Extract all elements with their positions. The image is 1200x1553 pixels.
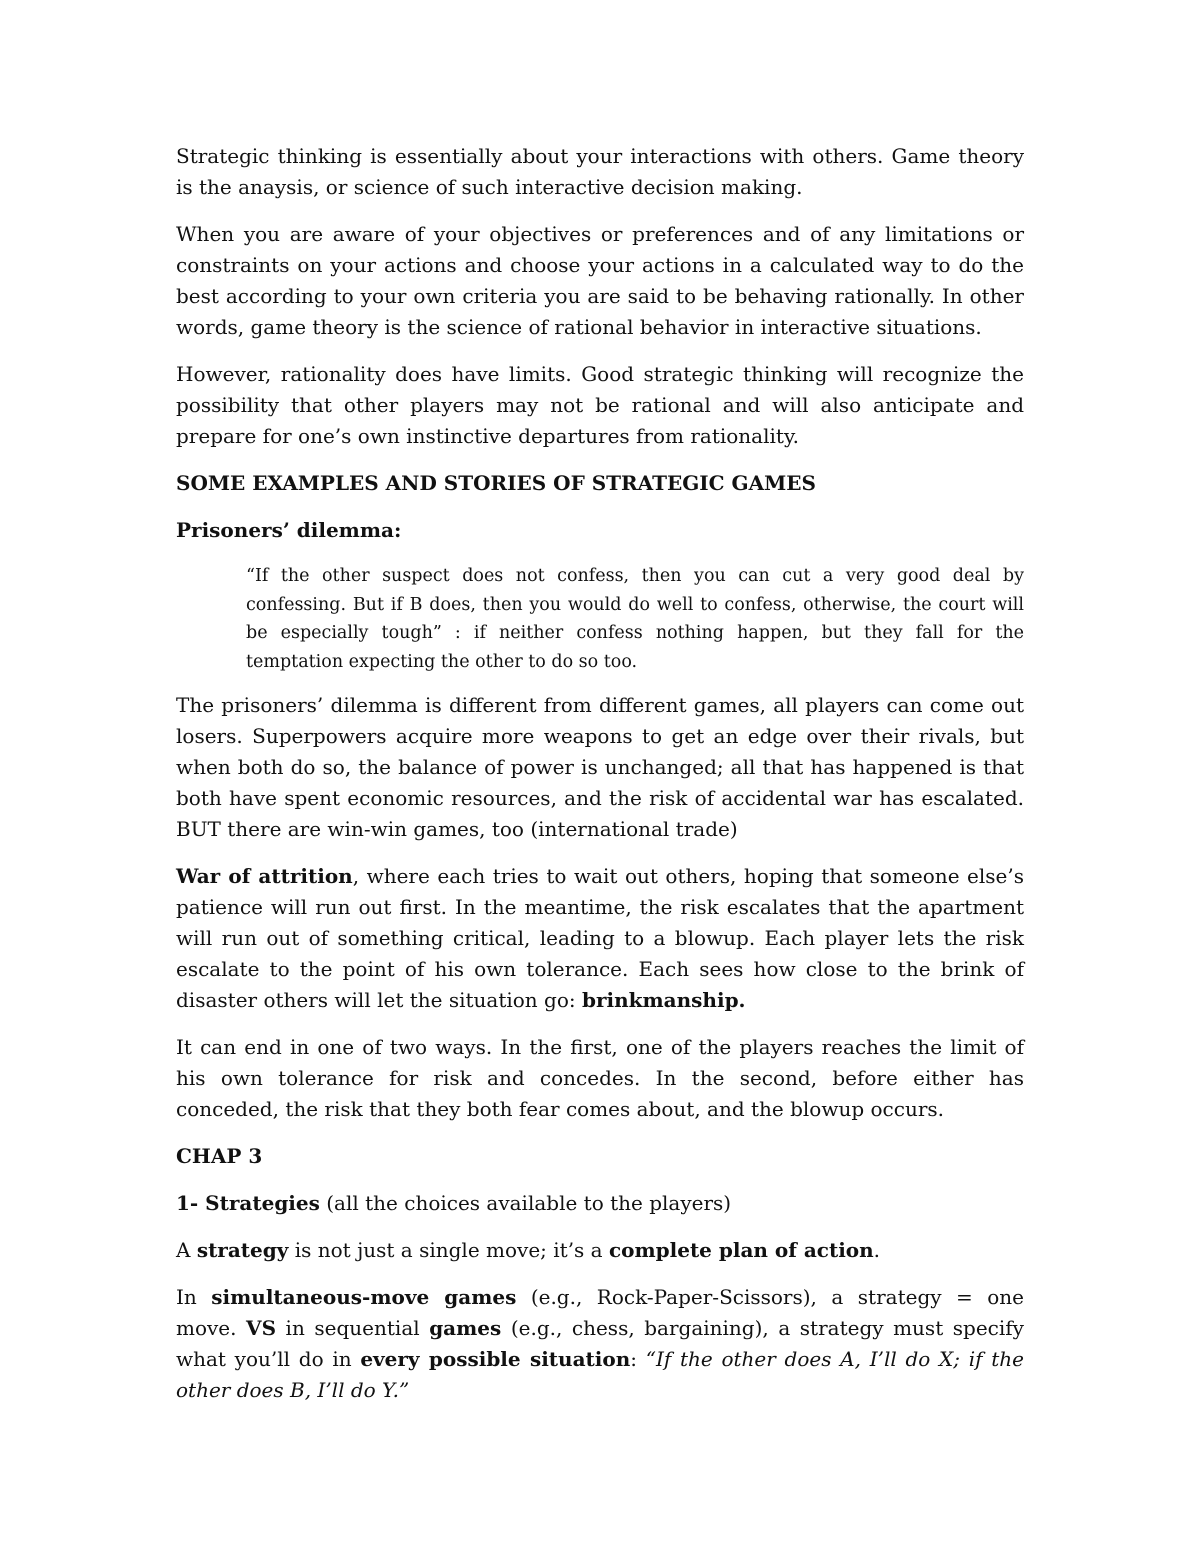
heading-examples: SOME EXAMPLES AND STORIES OF STRATEGIC GAMES: [176, 471, 816, 495]
paragraph-strategies: [176, 1188, 1024, 1219]
example-quote: “If the other does A, I’ll do X; if the other does B, I’ll do Y.”: [176, 1347, 1024, 1402]
text-run: A: [176, 1238, 197, 1262]
text-run: (e.g., chess, bargaining), a strategy must specify what you’ll do in: [176, 1316, 1024, 1371]
document-body: [176, 141, 1024, 1422]
term-complete-plan: complete plan of action: [608, 1238, 874, 1262]
term-strategies: 1- Strategies: [176, 1191, 320, 1215]
strategies-text: (all the choices available to the players): [319, 1191, 732, 1215]
paragraph-limits: However, rationality does have limits. Good strategic thinking will recognize the possibility that other players may not be rational and will also anticipate and prepare for one’s own instinctive departures from rationality.: [176, 362, 1024, 448]
heading-chap-3: CHAP 3: [176, 1144, 263, 1168]
term-simultaneous-move-games: simultaneous-move games: [211, 1285, 517, 1309]
paragraph-rationality: When you are aware of your objectives or preferences and of any limitations or constraints on your actions and choose your actions in a calculated way to do the best according to your own criteria you are said to be behaving rationally. In other words, game theory is the science of rational behavior in interactive situations.: [176, 222, 1024, 339]
war-of-attrition-text: , where each tries to wait out others, hoping that someone else’s patience will run out first. In the meantime, the risk escalates that the apartment will run out of something critical, leading to a blowup. Each player lets the risk escalate to the point of his own tolerance. Each sees how close to the brink of disaster others will let the situation go:: [176, 864, 1025, 1012]
paragraph-endings: It can end in one of two ways. In the first, one of the players reaches the limit of his own tolerance for risk and concedes. In the second, before either has conceded, the risk that they both fear comes about, and the blowup occurs.: [176, 1035, 1024, 1121]
text-run: in sequential: [276, 1316, 430, 1340]
term-strategy: strategy: [196, 1238, 289, 1262]
paragraph-intro: Strategic thinking is essentially about your interactions with others. Game theory is the anaysis, or science of such interactive decision making.: [176, 144, 1024, 199]
block-quote: “If the other suspect does not confess, then you can cut a very good deal by confessing. But if B does, then you would do well to confess, otherwise, the court will be especially tough” : if neither confess nothing happen, but they fall for the temptation expecting the other to do so too.: [246, 566, 1024, 672]
text-run: .: [873, 1238, 881, 1262]
text-run: In: [176, 1285, 212, 1309]
text-run: is not just a single move; it’s a: [288, 1238, 609, 1262]
text-run: :: [630, 1347, 646, 1371]
term-war-of-attrition: War of attrition: [176, 864, 353, 888]
paragraph-simultaneous-vs-sequential: [176, 1282, 1024, 1406]
paragraph-strategy-definition: [176, 1235, 1024, 1266]
term-brinkmanship: brinkmanship.: [581, 988, 746, 1012]
paragraph-war-of-attrition: [176, 861, 1024, 1016]
term-every-possible-situation: every possible situation: [360, 1347, 631, 1371]
heading-prisoners-dilemma: Prisoners’ dilemma:: [176, 518, 402, 542]
term-games: games: [429, 1316, 502, 1340]
text-run: (e.g., Rock-Paper-Scissors), a strategy = one move.: [176, 1285, 1024, 1340]
term-vs: VS: [246, 1316, 277, 1340]
paragraph-prisoners-dilemma: The prisoners’ dilemma is different from different games, all players can come out losers. Superpowers acquire more weapons to get an edge over their rivals, but when both do so, the balance of power is unchanged; all that has happened is that both have spent economic resources, and the risk of accidental war has escalated. BUT there are win-win games, too (international trade): [176, 693, 1024, 841]
